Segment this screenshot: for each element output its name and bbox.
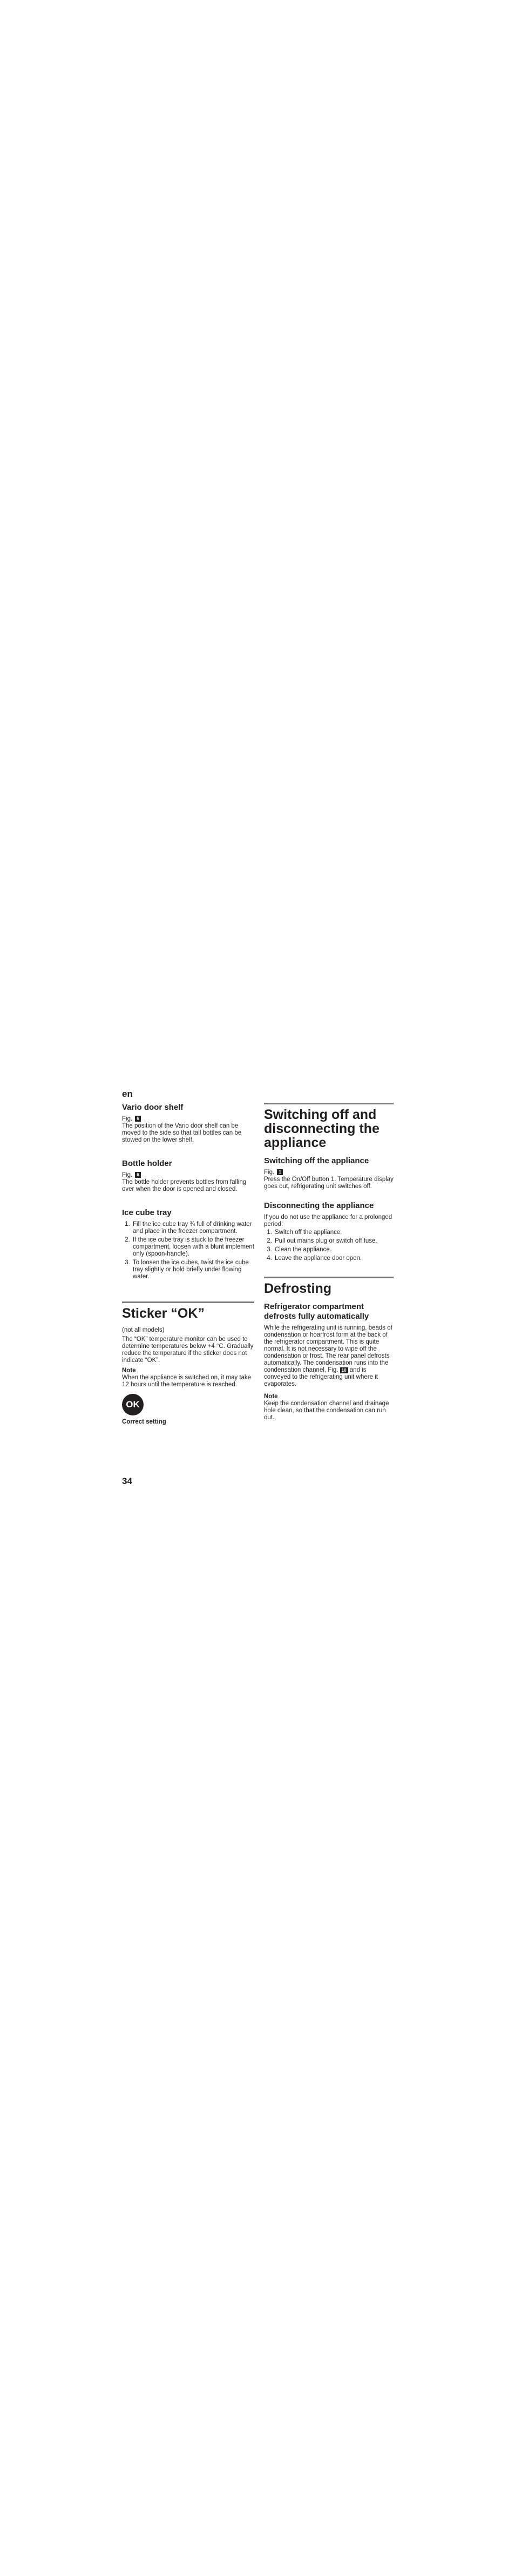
fig-number-badge: 6 xyxy=(135,1172,140,1178)
fig-prefix: Fig. xyxy=(122,1116,133,1122)
switch-off-text: Press the On/Off button 1. Temperature display goes out, refrigerating unit switches off. xyxy=(264,1176,394,1190)
left-column xyxy=(122,1103,254,1426)
page-number: 34 xyxy=(122,1476,132,1486)
disconnect-steps-list xyxy=(264,1229,394,1262)
sticker-text: The “OK” temperature monitor can be used to determine temperatures below +4 °C. Gradually reduce the temperature if the sticker does not indicate “OK”. xyxy=(122,1336,254,1364)
fig-number-badge: 10 xyxy=(340,1367,348,1373)
defrost-text xyxy=(264,1325,394,1388)
list-item: 3. Clean the appliance. xyxy=(274,1246,394,1253)
section-divider xyxy=(264,1103,394,1104)
fig-prefix: Fig. xyxy=(122,1172,133,1178)
defrost-text-end: and is conveyed to the refrigerating unit where it evaporates. xyxy=(264,1367,378,1387)
fig-number-badge: 1 xyxy=(277,1169,282,1175)
ice-heading: Ice cube tray xyxy=(122,1208,172,1217)
right-column xyxy=(264,1103,394,1421)
section-divider xyxy=(122,1302,254,1303)
defrost-note-label: Note xyxy=(264,1393,278,1400)
section-divider xyxy=(264,1277,394,1278)
defrost-subheading: Refrigerator compartment defrosts fully automatically xyxy=(264,1302,369,1321)
switching-heading: Switching off and disconnecting the appliance xyxy=(264,1107,380,1150)
bottle-fig-ref xyxy=(122,1172,254,1179)
vario-fig-ref xyxy=(122,1116,254,1123)
vario-heading: Vario door shelf xyxy=(122,1103,184,1112)
list-item: 2. If the ice cube tray is stuck to the freezer compartment, loosen with a blunt implement only (spoon-handle). xyxy=(132,1237,254,1258)
sticker-sub: (not all models) xyxy=(122,1327,165,1333)
sticker-note-text: When the appliance is switched on, it may take 12 hours until the temperature is reached. xyxy=(122,1374,252,1388)
list-item: 1. Switch off the appliance. xyxy=(274,1229,394,1236)
language-label: en xyxy=(122,1089,133,1099)
sticker-heading: Sticker “OK” xyxy=(122,1306,205,1321)
fig-prefix: Fig. xyxy=(328,1367,338,1373)
switch-off-fig-ref xyxy=(264,1169,394,1176)
fig-prefix: Fig. xyxy=(264,1169,275,1176)
defrost-heading: Defrosting xyxy=(264,1281,331,1296)
disconnect-text: If you do not use the appliance for a prolonged period: xyxy=(264,1214,392,1228)
switch-off-heading: Switching off the appliance xyxy=(264,1156,369,1165)
bottle-heading: Bottle holder xyxy=(122,1159,172,1168)
defrost-text-start: While the refrigerating unit is running, beads of condensation or hoarfrost form at the back of the refrigerator compartment. This is quite normal. It is not necessary to wipe off the condensation or frost. The rear panel defrosts automatically. The condensation runs into the condensation channel, xyxy=(264,1325,392,1373)
vario-text: The position of the Vario door shelf can be moved to the side so that tall bottles can be stowed on the lower shelf. xyxy=(122,1123,242,1143)
ice-steps-list xyxy=(122,1221,254,1280)
defrost-note-text: Keep the condensation channel and drainage hole clean, so that the condensation can run out. xyxy=(264,1400,389,1421)
list-item: 3. To loosen the ice cubes, twist the ice cube tray slightly or hold briefly under flowing water. xyxy=(132,1259,254,1280)
disconnect-heading: Disconnecting the appliance xyxy=(264,1201,374,1210)
sticker-note-label: Note xyxy=(122,1367,136,1374)
list-item: 1. Fill the ice cube tray ¾ full of drinking water and place in the freezer compartment. xyxy=(132,1221,254,1235)
fig-number-badge: 6 xyxy=(135,1116,140,1122)
ok-caption: Correct setting xyxy=(122,1419,166,1425)
list-item: 2. Pull out mains plug or switch off fuse. xyxy=(274,1238,394,1245)
list-item: 4. Leave the appliance door open. xyxy=(274,1255,394,1262)
ok-sticker-icon: OK xyxy=(122,1394,144,1415)
bottle-text: The bottle holder prevents bottles from falling over when the door is opened and closed. xyxy=(122,1179,247,1192)
